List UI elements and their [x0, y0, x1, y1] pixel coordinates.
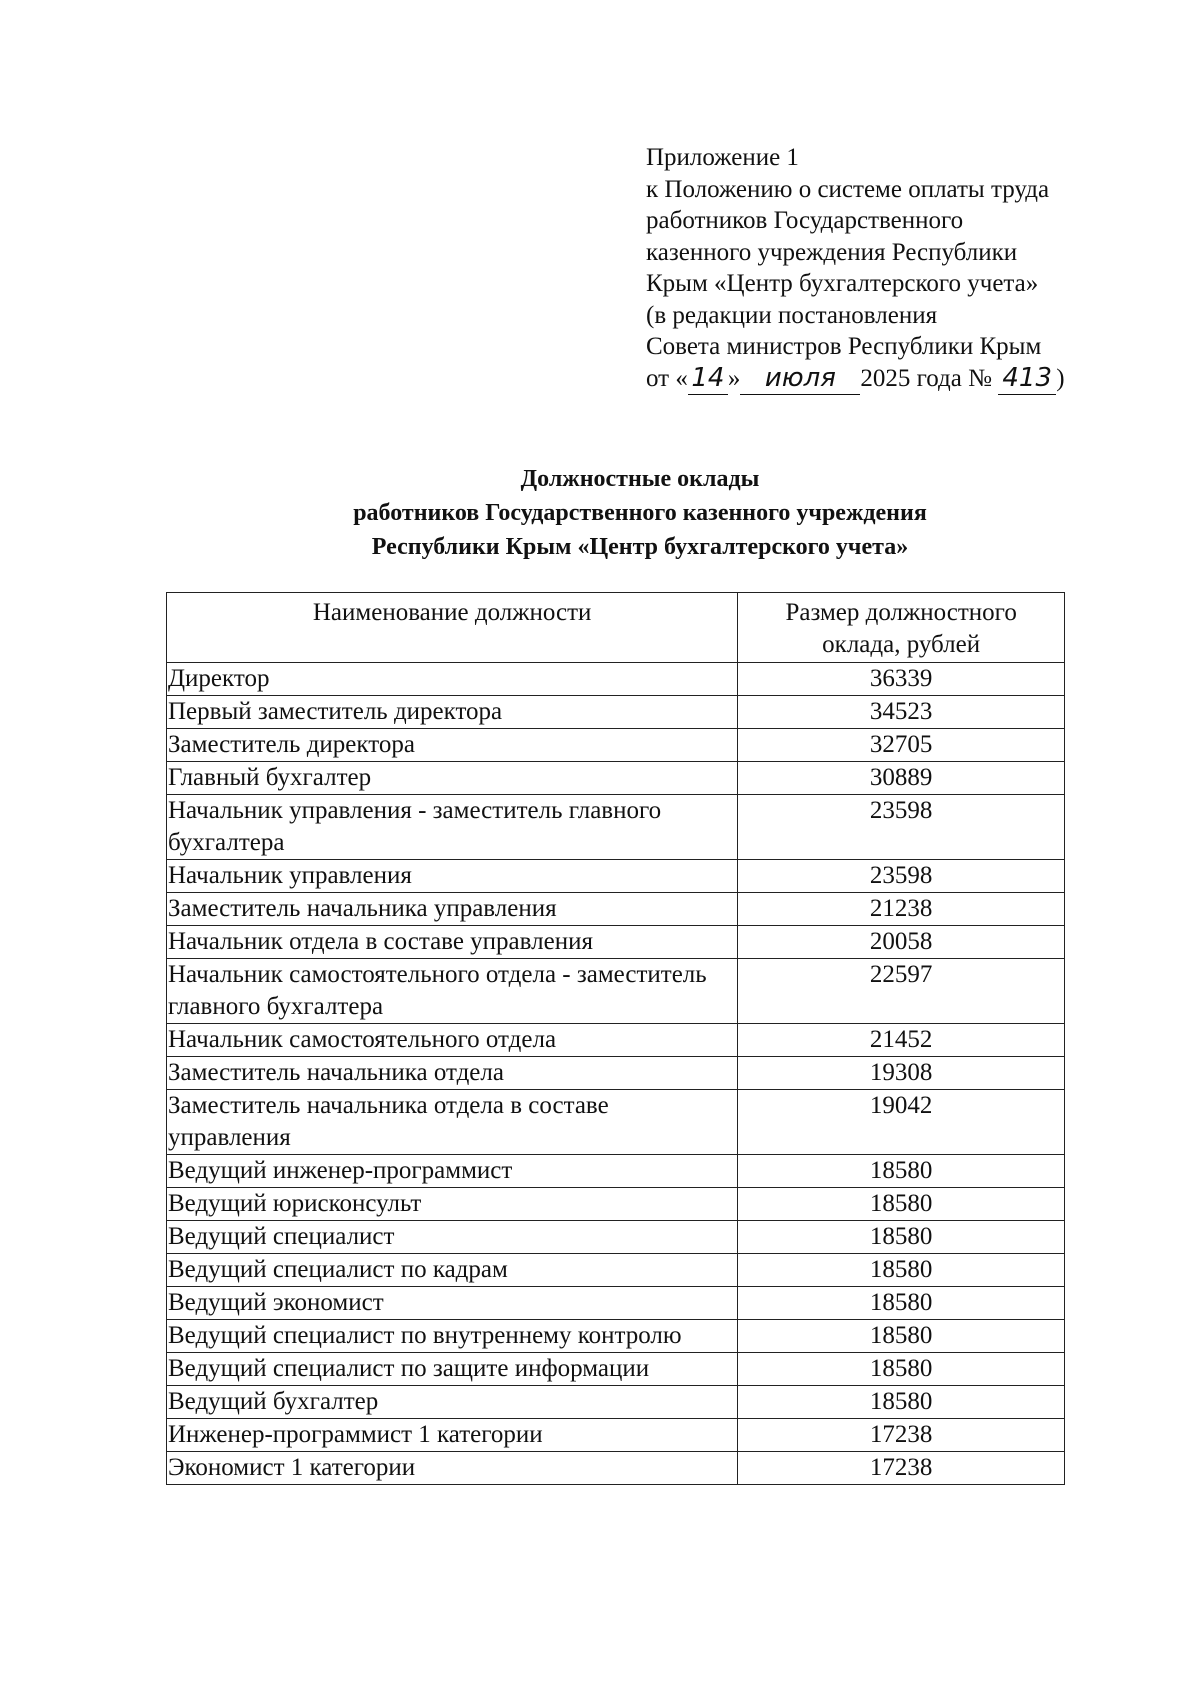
position-cell: Начальник самостоятельного отдела: [167, 1024, 738, 1057]
salary-cell: 18580: [738, 1320, 1065, 1353]
title-line-1: Должностные оклады: [520, 466, 760, 492]
salary-cell: 18580: [738, 1155, 1065, 1188]
table-row: [167, 1254, 1065, 1287]
salary-cell: 21238: [738, 893, 1065, 926]
salary-cell: 17238: [738, 1419, 1065, 1452]
position-cell: Экономист 1 категории: [167, 1452, 738, 1485]
salary-cell: 18580: [738, 1254, 1065, 1287]
table-row: [167, 762, 1065, 795]
table-row: [167, 1024, 1065, 1057]
date-mid: »: [727, 364, 741, 392]
table-row: [167, 926, 1065, 959]
position-cell: Ведущий специалист по кадрам: [167, 1254, 738, 1287]
table-row: [167, 1353, 1065, 1386]
header-salary: Размер должностного оклада, рублей: [738, 593, 1065, 663]
table-row: [167, 663, 1065, 696]
position-cell: Ведущий специалист по защите информации: [167, 1353, 738, 1386]
handwritten-number: 413: [998, 363, 1056, 396]
position-cell: Ведущий специалист: [167, 1221, 738, 1254]
salary-cell: 23598: [738, 860, 1065, 893]
salary-cell: 18580: [738, 1287, 1065, 1320]
salary-cell: 22597: [738, 959, 1065, 1024]
document-title: [200, 462, 1080, 564]
appendix-line: Приложение 1: [646, 144, 799, 171]
appendix-date-line: [646, 363, 1116, 396]
position-cell: Ведущий юрисконсульт: [167, 1188, 738, 1221]
salary-cell: 18580: [738, 1386, 1065, 1419]
handwritten-month: июля: [740, 363, 860, 396]
appendix-line: работников Государственного: [646, 207, 964, 234]
header-position: Наименование должности: [167, 593, 738, 663]
table-row: [167, 1320, 1065, 1353]
salary-cell: 20058: [738, 926, 1065, 959]
table-header-row: [167, 593, 1065, 663]
salary-cell: 19308: [738, 1057, 1065, 1090]
position-cell: Главный бухгалтер: [167, 762, 738, 795]
position-cell: Начальник самостоятельного отдела - заместитель главного бухгалтера: [167, 959, 738, 1024]
table-row: [167, 795, 1065, 860]
position-cell: Заместитель начальника управления: [167, 893, 738, 926]
position-cell: Ведущий специалист по внутреннему контролю: [167, 1320, 738, 1353]
date-year: 2025 года №: [860, 364, 992, 392]
position-cell: Начальник управления: [167, 860, 738, 893]
salary-cell: 18580: [738, 1188, 1065, 1221]
salary-cell: 18580: [738, 1353, 1065, 1386]
position-cell: Ведущий инженер-программист: [167, 1155, 738, 1188]
table-row: [167, 1188, 1065, 1221]
salary-cell: 30889: [738, 762, 1065, 795]
appendix-line: (в редакции постановления: [646, 301, 938, 329]
date-suffix: ): [1056, 364, 1065, 392]
title-line-3: Республики Крым «Центр бухгалтерского учета»: [371, 534, 909, 560]
position-cell: Заместитель начальника отдела: [167, 1057, 738, 1090]
table-row: [167, 1090, 1065, 1155]
table-row: [167, 1419, 1065, 1452]
appendix-line: Крым «Центр бухгалтерского учета»: [646, 270, 1039, 297]
appendix-line: Совета министров Республики Крым: [646, 333, 1042, 360]
table-row: [167, 1452, 1065, 1485]
salary-table: [166, 592, 1065, 1485]
salary-cell: 32705: [738, 729, 1065, 762]
table-row: [167, 1287, 1065, 1320]
position-cell: Инженер-программист 1 категории: [167, 1419, 738, 1452]
appendix-line: казенного учреждения Республики: [646, 238, 1018, 266]
position-cell: Директор: [167, 663, 738, 696]
table-row: [167, 893, 1065, 926]
position-cell: Заместитель директора: [167, 729, 738, 762]
salary-cell: 19042: [738, 1090, 1065, 1155]
position-cell: Ведущий бухгалтер: [167, 1386, 738, 1419]
position-cell: Заместитель начальника отдела в составе управления: [167, 1090, 738, 1155]
title-line-2: работников Государственного казенного учреждения: [353, 500, 927, 526]
handwritten-day: 14: [688, 363, 728, 396]
position-cell: Первый заместитель директора: [167, 696, 738, 729]
salary-cell: 21452: [738, 1024, 1065, 1057]
table-row: [167, 860, 1065, 893]
position-cell: Начальник отдела в составе управления: [167, 926, 738, 959]
appendix-block: [646, 142, 1116, 395]
table-body: [167, 663, 1065, 1485]
salary-cell: 36339: [738, 663, 1065, 696]
salary-cell: 23598: [738, 795, 1065, 860]
table-row: [167, 1057, 1065, 1090]
appendix-line: к Положению о системе оплаты труда: [646, 175, 1050, 203]
date-prefix: от «: [646, 364, 688, 392]
salary-cell: 17238: [738, 1452, 1065, 1485]
table-row: [167, 959, 1065, 1024]
table-row: [167, 729, 1065, 762]
position-cell: Ведущий экономист: [167, 1287, 738, 1320]
table-row: [167, 1221, 1065, 1254]
table-row: [167, 1155, 1065, 1188]
table-row: [167, 1386, 1065, 1419]
salary-cell: 34523: [738, 696, 1065, 729]
salary-cell: 18580: [738, 1221, 1065, 1254]
position-cell: Начальник управления - заместитель главного бухгалтера: [167, 795, 738, 860]
table-row: [167, 696, 1065, 729]
